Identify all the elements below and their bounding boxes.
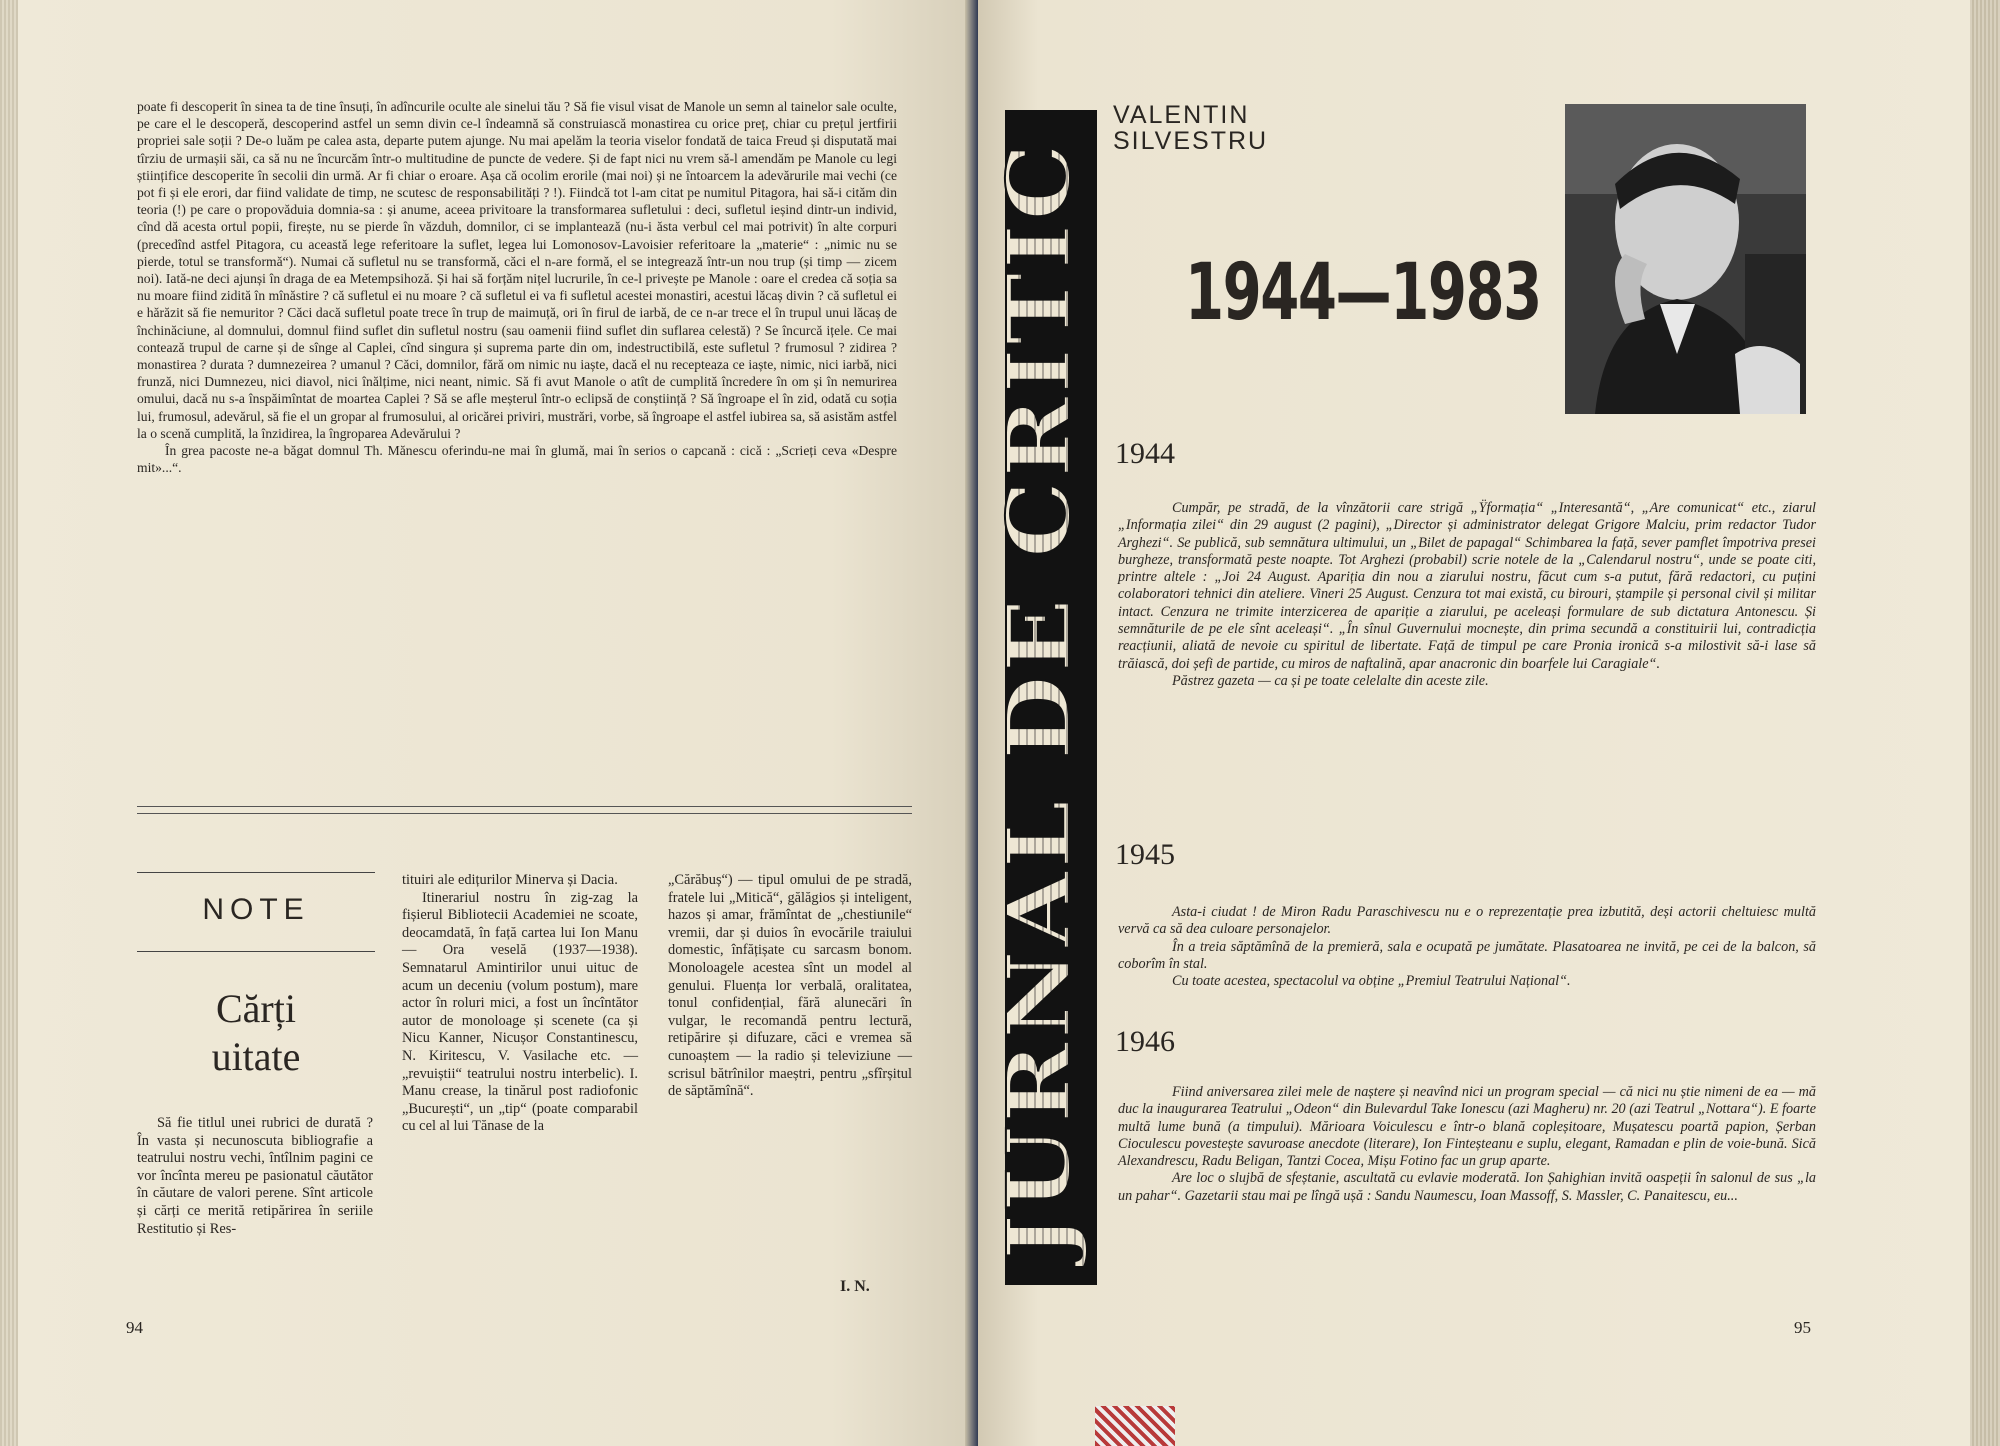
vertical-title-bar: [989, 110, 1097, 1285]
journal-entry-1946: [1118, 1084, 1816, 1205]
vertical-title-text: JURNAL DE CRITIC: [989, 266, 1090, 1260]
author-name-line: VALENTIN: [1113, 101, 1250, 129]
author-photo: [1565, 104, 1806, 414]
notes-paragraph: tituiri ale edițurilor Minerva și Dacia.: [402, 872, 618, 888]
notes-signature: I. N.: [840, 1278, 870, 1295]
entry-year-1945: 1945: [1115, 838, 1175, 871]
entry-paragraph: În a treia săptămînă de la premieră, sala e ocupată pe jumătate. Plasatoarea ne invită, pe cei de la balcon, să coborîm în stal.: [1118, 938, 1816, 972]
notes-paragraph: Să fie titlul unei rubrici de durată ? În vasta și necunoscuta bibliografie a teatrului nostru vechi, întîlnim pagini ce vor încînta mereu pe pasionatul căutător în căutare de valori perene. Sînt articole și cărți ce merită retipărirea în seriile Restitutio și Res-: [137, 1115, 373, 1237]
right-page: [978, 0, 1978, 1446]
journal-entry-1945: [1118, 904, 1816, 990]
page-edge-left: [0, 0, 18, 1446]
page-edge-right: [1970, 0, 2000, 1446]
page-number-right: 95: [1794, 1318, 1811, 1337]
author-photo-image: [1565, 104, 1806, 414]
years-range: 1944—1983: [1185, 248, 1541, 338]
notes-title-line: uitate: [211, 1034, 301, 1079]
entry-paragraph: Asta-i ciudat ! de Miron Radu Paraschivescu nu e o reprezentație prea izbutită, deși actorii cheltuiesc multă vervă ca să dea culoare personajelor.: [1118, 904, 1816, 938]
entry-paragraph: Are loc o slujbă de sfeștanie, ascultată cu evlavie moderată. Ion Șahighian invită oaspeții în salonul de sus „la un pahar“. Gazetarii stau mai pe lîngă ușă : Sandu Naumescu, Ioan Massoff, S. Massler, C. Panaitescu, eu...: [1118, 1170, 1816, 1204]
notes-column-1: [137, 1115, 373, 1238]
notes-title-line: Cărți: [216, 986, 296, 1031]
section-divider: [137, 806, 912, 814]
entry-year-1944: 1944: [1115, 437, 1175, 470]
author-name-line: SILVESTRU: [1113, 127, 1269, 155]
notes-column-3: [668, 872, 912, 1101]
notes-header-box: [137, 872, 375, 952]
table-cloth: [1095, 1406, 1175, 1446]
notes-title: [137, 985, 375, 1081]
essay-text: [137, 98, 897, 476]
author-name: [1113, 102, 1268, 154]
journal-entry-1944: [1118, 500, 1816, 690]
notes-paragraph: „Cărăbuș“) — tipul omului de pe stradă, fratele lui „Mitică“, gălăgios și inteligent, hazos și amar, frămîntat de „chestiunile“ vremii, dar și duios în evocările traiului domestic, înfățișate cu sarcasm bonom. Monoloagele acestea sînt un model al genului. Fluența lor verbală, oralitatea, tonul confidențial, fără alunecări în vulgar, le recomandă pentru lectură, retipărire și difuzare, căci e vremea să cunoaștem — la radio și televiziune — scrisul bătrînilor maeștri, pentru „sfîrșitul de săptămînă“.: [668, 872, 912, 1100]
essay-paragraph: poate fi descoperit în sinea ta de tine însuți, în adîncurile oculte ale sinelui tău ? Să fie visul visat de Manole un semn al tainelor sale oculte, pe care el le descoperă, descoperind astfel un semn divin ce-l îndeamnă să construiască monastirea cu orice preț, chiar cu prețul jertfirii propriei sale soții ? De-o luăm pe calea asta, departe putem ajunge. Nu mai apelăm la teoria viselor fondată de taica Freud și disputată mai tîrziu de urmașii săi, ca să nu ne încurcăm într-o multitudine de puncte de vedere. Și de fapt nici nu vrem să-l amendăm pe Manole cu legi științifice descoperite în secolii din urmă. Ar fi chiar o eroare. Așa că ocolim erorile (mai noi) și ne întoarcem la adevărurile mai vechi (ce pot fi și ele erori, dar fiind validate de timp, ne scutesc de responsabilități ? !). Fiindcă tot l-am citat pe numitul Pitagora, hai să-i cităm din teoria (!) pe care o propovăduia domnia-sa : și anume, aceea privitoare la transformarea sufletului : deci, sufletul ieșind dintr-un individ, cînd dă acesta ortul popii, firește, nu se pierde în văzduh, domnilor, ci se implantează (nu-i ăsta verbul cel mai potrivit) în alte corpuri (precedînd astfel Pitagora, cu această lege referitoare la suflet, legea lui Lomonosov-Lavoisier referitoare la „materie“ : „nimic nu se pierde, totul se transformă“). Numai că sufletul nu se transformă, căci el n-are formă, el se integrează într-un nou trup (și timp — zicem noi). Iată-ne deci ajunși în draga de ea Metempsihoză. Și hai să forțăm nițel lucrurile, în ce-l privește pe Manole : oare el credea că soția sa nu moare fiind zidită în mînăstire ? că sufletul ei nu moare ? că sufletul ei va fi sufletul acestei monastiri, acestui lăcaș divin ? că sufletul ei e hărăzit să fie nemuritor ? Căci dacă sufletul poate trece în trup de maimuță, ori în firul de iarbă, de ce n-ar trece el în trupul unui lăcaș de închinăciune, al domnului, domnul fiind suflet din sufletul nostru (sau oamenii fiind suflet din suflarea celestă) ? Se încurcă ițele. Ce mai contează trupul de carne și de sînge al Caplei, cînd singura și suprema parte din om, indestructibilă, este sufletul ? frumosul ? zidirea ? monastirea ? durata ? dumnezeirea ? umanul ? Căci, domnilor, fără om nimic nu iaște, dacă el nu recepteaza ce iaște, nimic, nici iarbă, nici frunză, nici Dumnezeu, nici diavol, nici înălțime, nici neant, nimic. Să fi avut Manole o atît de cumplită încredere în om și în nemurirea omului, dacă nu s-a înspăimîntat de moartea Caplei ? Să se afle meșterul într-o eclipsă de conștiință ? Să îngroape el în zid, odată cu soția lui, frumosul, adevărul, să fie el un gropar al frumosului, al oricărei priviri, mustrări, vorbe, să îngroape el astfel iubirea sa, să asistăm astfel la o scenă cumplită, la înzidirea, la îngroparea Adevărului ?: [137, 99, 897, 441]
notes-column-2: [402, 872, 638, 1136]
vertical-title-art: [989, 110, 1097, 1285]
entry-year-1946: 1946: [1115, 1025, 1175, 1058]
essay-paragraph: În grea pacoste ne-a băgat domnul Th. Mănescu oferindu-ne mai în glumă, mai în serios o capcană : cică : „Scrieți ceva «Despre mit»...“.: [137, 443, 897, 476]
page-number-left: 94: [126, 1318, 143, 1337]
entry-paragraph: Păstrez gazeta — ca și pe toate celelalte din aceste zile.: [1172, 672, 1489, 689]
entry-paragraph: Fiind aniversarea zilei mele de naștere și neavînd nici un program special — că nici nu știe nimeni de ea — mă duc la inaugurarea Teatrului „Odeon“ din Bulevardul Take Ionescu (azi Magheru) nr. 20 (azi Teatrul „Nottara“). E foarte multă lume bună (a timpului). Mărioara Voiculescu e într-o blană copleșitoare, Mușatescu poartă papion, Șerban Cioculescu povestește savuroase anecdote (literare), Ion Finteșteanu e suplu, elegant, Ramadan e plin de voie-bună. Sică Alexandrescu, Radu Beligan, Tantzi Cocea, Mișu Fotino fac un grup aparte.: [1118, 1084, 1816, 1170]
notes-paragraph: Itinerariul nostru în zig-zag la fișierul Bibliotecii Academiei ne scoate, deocamdată, în față cartea lui Ion Manu — Ora veselă (1937—1938). Semnatarul Amintirilor unui uituc de acum un deceniu (volum postum), mare actor în roluri mici, a fost un încîntător autor de monoloage și scenete (ca și Nicu Kanner, Nicușor Constantinescu, N. Kiritescu, V. Vasilache etc. — „revuiștii“ teatrului nostru interbelic). I. Manu crease, la tinărul post radiofonic „București“, un „tip“ (poate comparabil cu cel al lui Tănase de la: [402, 889, 638, 1135]
entry-paragraph: Cu toate acestea, spectacolul va obține „Premiul Teatrului Național“.: [1172, 973, 1571, 990]
entry-paragraph: Cumpăr, pe stradă, de la vînzătorii care strigă „Ÿformația“ „Interesantă“, „Are comunicat“ etc., ziarul „Informația zilei“ din 29 august (2 pagini), „Director și administrator delegat Grigore Malciu, prim redactor Tudor Arghezi“. Se publică, sub semnătura ultimului, un „Bilet de papagal“ Schimbarea la față, sever pamflet împotriva presei burgheze, transformată peste noapte. Tot Arghezi (probabil) scrie notele de la „Calendarul nostru“, unde se poate citi, printre altele : „Joi 24 August. Apariția din nou a ziarului nostru, făcut cum s-a putut, fără redactori, cu puțini colaboratori tehnici din ateliere. Vineri 25 August. Cenzura tot mai există, cu birouri, ștampile și personal civil și militar intact. Cenzura ne trimite interzicerea de apariție a ziarului, pe aceleași formulare de sub dictatura Antonescu. Și semnăturile de pe ele sînt aceleași“. „În sînul Guvernului mocnește, din prima secundă a constituirii lui, contradicția reacțiunii, aliată de nevoie cu spiritul de libertate. Față de timpul pe care Pronia ironică s-a milostivit să-i lase să trăiască, doi șefi de partide, cu miros de naftalină, apar anacronic din boarfele lui Caragiale“.: [1118, 500, 1816, 672]
left-page: [0, 0, 978, 1446]
notes-heading: NOTE: [202, 893, 310, 926]
